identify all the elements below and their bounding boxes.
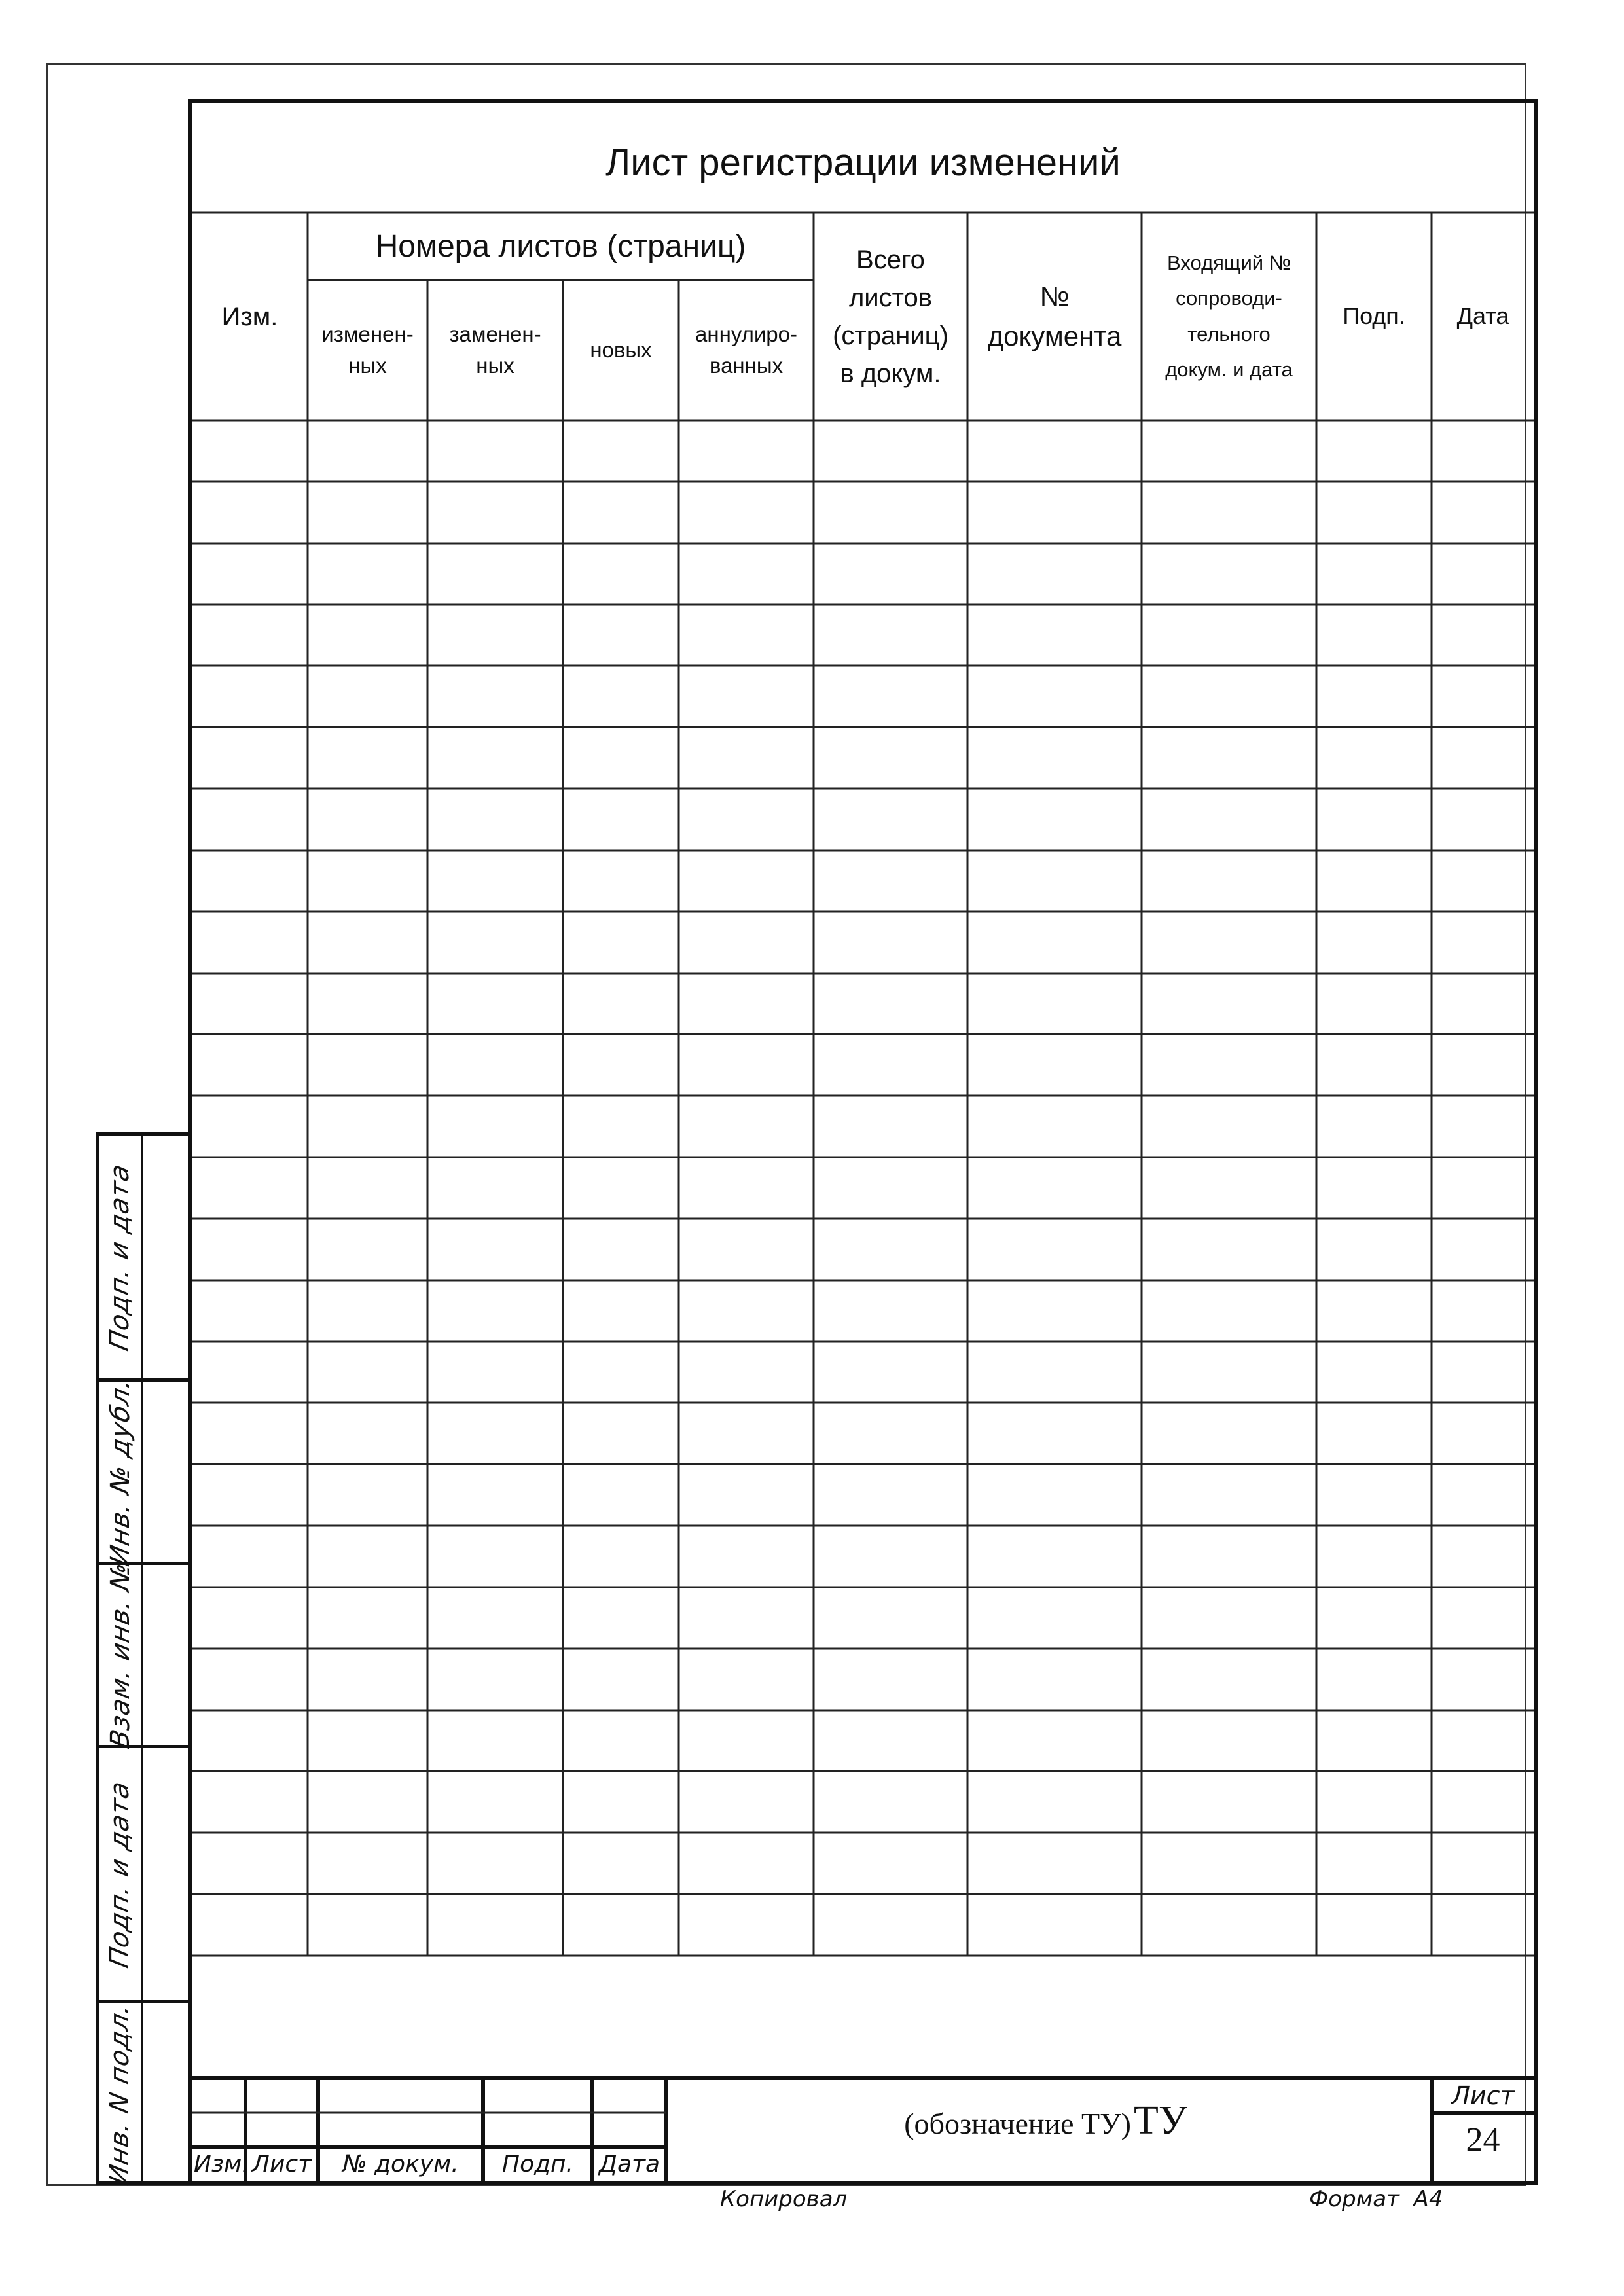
- designation-code: ТУ: [1134, 2098, 1187, 2143]
- col-header-total: Всего листов (страниц) в докум.: [833, 245, 948, 388]
- stamp-sheet-number: 24: [1466, 2121, 1500, 2159]
- sidebar-label-replace-inv: Взам. инв. №: [105, 1558, 135, 1751]
- col-header-sign: Подп.: [1343, 302, 1405, 330]
- col-header-changed: изменен- ных: [321, 322, 414, 378]
- group-header-sheet-numbers: Номера листов (страниц): [375, 228, 746, 264]
- footer-copied: Копировал: [720, 2186, 848, 2212]
- col-header-doc-no: № документа: [987, 280, 1122, 351]
- col-header-date: Дата: [1456, 302, 1509, 330]
- stamp-label-sheet: Лист: [251, 2151, 312, 2178]
- footer-format: Формат А4: [1309, 2186, 1443, 2212]
- stamp-label-date: Дата: [598, 2151, 660, 2178]
- sidebar-label-dup-inv: Инв. № дубл.: [105, 1374, 135, 1569]
- col-header-replaced: заменен- ных: [449, 322, 541, 378]
- stamp-label-sign: Подп.: [502, 2151, 573, 2178]
- col-header-new: новых: [590, 338, 652, 363]
- designation-placeholder: (обозначение ТУ): [904, 2107, 1131, 2140]
- col-header-annulled: аннулиро- ванных: [695, 322, 797, 378]
- stamp-label-doc-no: № докум.: [342, 2151, 459, 2178]
- sidebar-label-orig-inv: Инв. N подл.: [105, 2000, 135, 2188]
- col-header-izm: Изм.: [221, 302, 278, 331]
- stamp-label-izm: Изм.: [194, 2151, 249, 2178]
- stamp-sheet-label: Лист: [1451, 2081, 1515, 2110]
- sidebar-label-sign-date: Подп. и дата: [105, 1160, 135, 1354]
- document-designation: [668, 2098, 1424, 2144]
- page-title: Лист регистрации изменений: [605, 141, 1121, 184]
- sidebar-label-sign-date-2: Подп. и дата: [105, 1778, 135, 1971]
- col-header-incoming: Входящий № сопроводи- тельного докум. и дата: [1165, 251, 1293, 381]
